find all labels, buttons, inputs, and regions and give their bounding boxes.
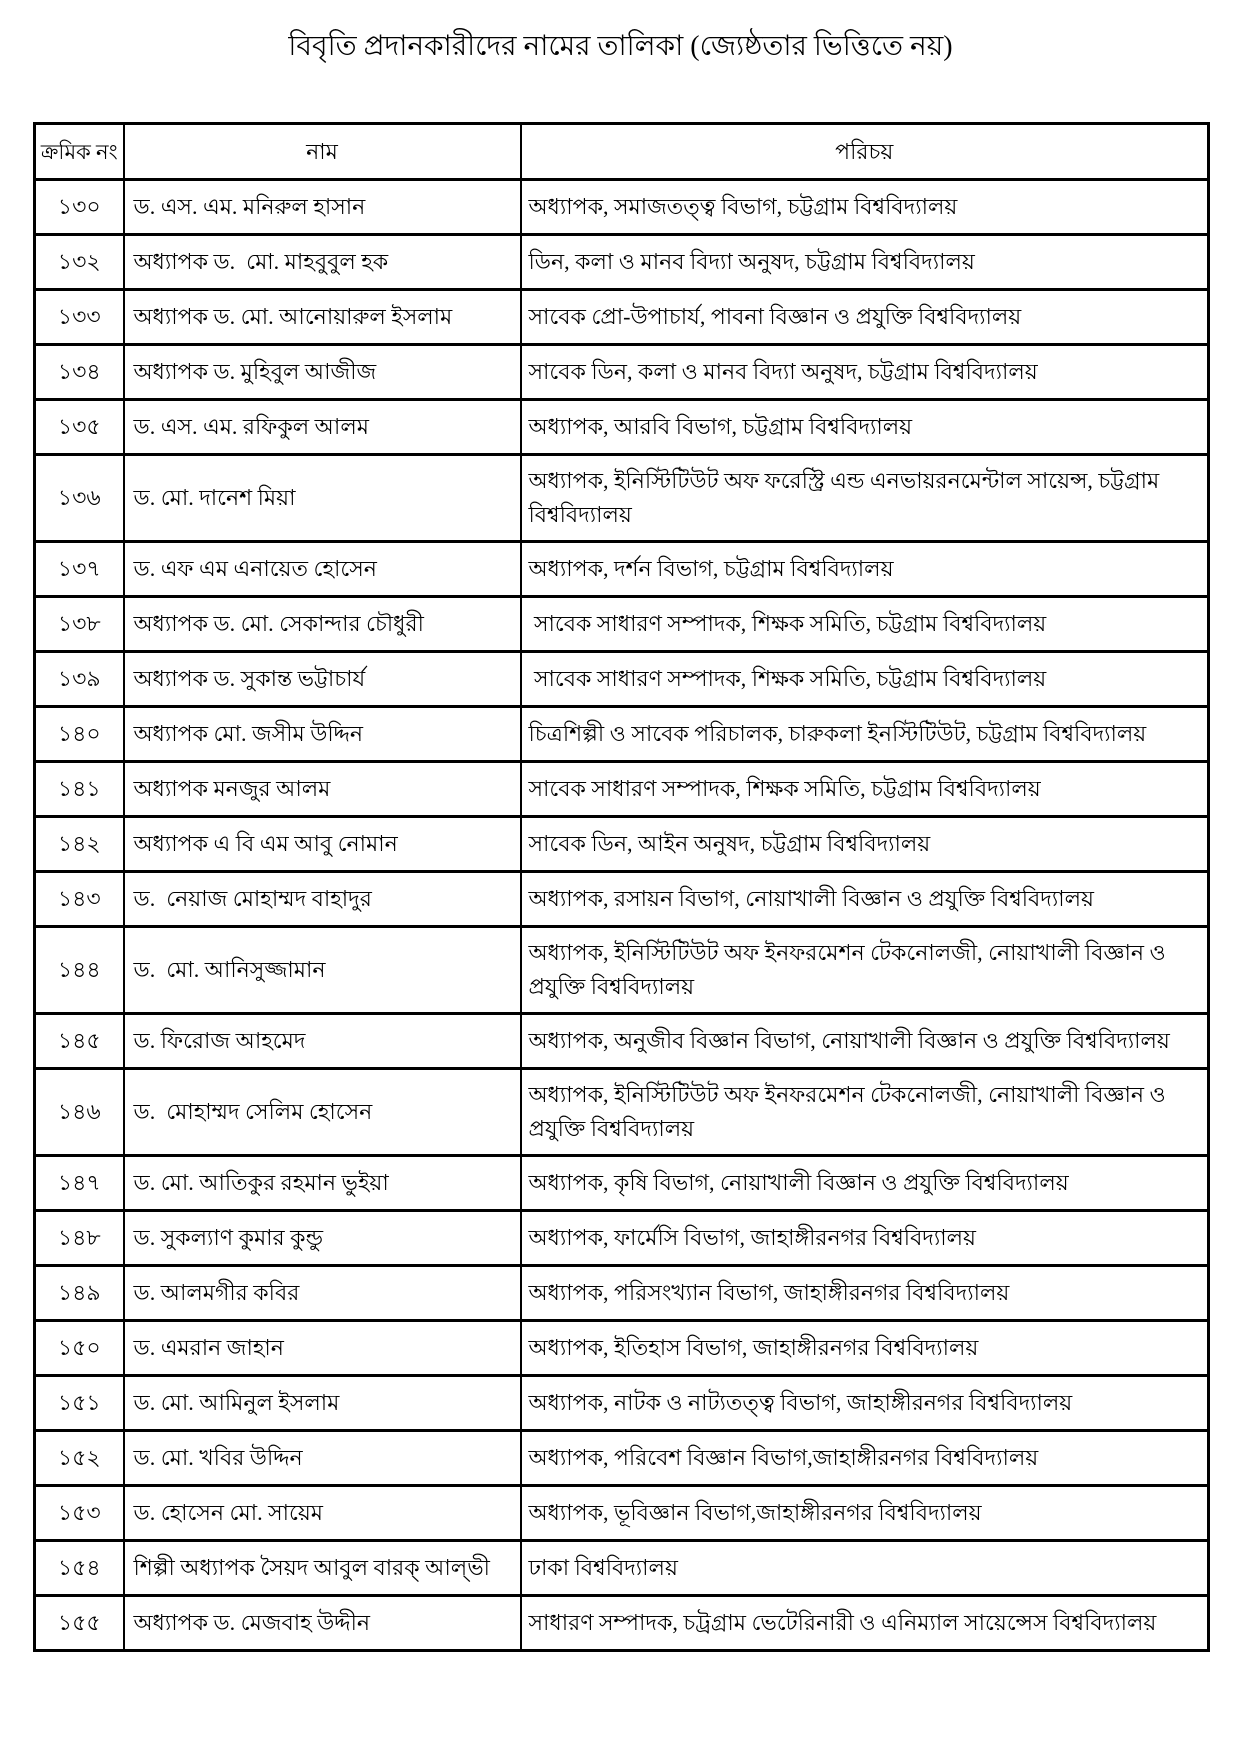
identity-cell: ঢাকা বিশ্ববিদ্যালয়	[521, 1541, 1209, 1596]
name-cell: অধ্যাপক ড. মুহিবুল আজীজ	[124, 345, 521, 400]
identity-cell: অধ্যাপক, ফার্মেসি বিভাগ, জাহাঙ্গীরনগর বিশ্ববিদ্যালয়	[521, 1211, 1209, 1266]
serial-cell: ১৪৫	[35, 1014, 124, 1069]
table-row	[35, 817, 1209, 872]
name-cell: ড. এফ এম এনায়েত হোসেন	[124, 542, 521, 597]
table-row	[35, 927, 1209, 1014]
table-row	[35, 1211, 1209, 1266]
table-row	[35, 597, 1209, 652]
name-cell: ড. এস. এম. মনিরুল হাসান	[124, 180, 521, 235]
table-row	[35, 235, 1209, 290]
table-body	[35, 180, 1209, 1651]
serial-cell: ১৪৯	[35, 1266, 124, 1321]
table-row	[35, 872, 1209, 927]
serial-cell: ১৪২	[35, 817, 124, 872]
identity-cell: সাবেক সাধারণ সম্পাদক, শিক্ষক সমিতি, চট্টগ্রাম বিশ্ববিদ্যালয়	[521, 762, 1209, 817]
serial-cell: ১৩৭	[35, 542, 124, 597]
table-row	[35, 542, 1209, 597]
identity-cell: সাধারণ সম্পাদক, চট্রগ্রাম ভেটেরিনারী ও এনিম্যাল সায়েন্সেস বিশ্ববিদ্যালয়	[521, 1596, 1209, 1651]
page-title: বিবৃতি প্রদানকারীদের নামের তালিকা (জ্যেষ্ঠতার ভিত্তিতে নয়)	[288, 31, 953, 62]
name-cell: ড. মোহাম্মদ সেলিম হোসেন	[124, 1069, 521, 1156]
table-row	[35, 652, 1209, 707]
table-row	[35, 1014, 1209, 1069]
column-header-identity: পরিচয়	[521, 124, 1209, 180]
name-cell: ড. মো. আনিসুজ্জামান	[124, 927, 521, 1014]
name-cell: শিল্পী অধ্যাপক সৈয়দ আবুল বারক্ আল্‌ভী	[124, 1541, 521, 1596]
identity-cell: অধ্যাপক, পরিবেশ বিজ্ঞান বিভাগ,জাহাঙ্গীরনগর বিশ্ববিদ্যালয়	[521, 1431, 1209, 1486]
serial-cell: ১৩২	[35, 235, 124, 290]
identity-cell: সাবেক প্রো-উপাচার্য, পাবনা বিজ্ঞান ও প্রযুক্তি বিশ্ববিদ্যালয়	[521, 290, 1209, 345]
identity-cell: অধ্যাপক, কৃষি বিভাগ, নোয়াখালী বিজ্ঞান ও প্রযুক্তি বিশ্ববিদ্যালয়	[521, 1156, 1209, 1211]
serial-cell: ১৪৮	[35, 1211, 124, 1266]
name-cell: ড. ফিরোজ আহমেদ	[124, 1014, 521, 1069]
column-header-name: নাম	[124, 124, 521, 180]
identity-cell: সাবেক ডিন, আইন অনুষদ, চট্টগ্রাম বিশ্ববিদ্যালয়	[521, 817, 1209, 872]
table-row	[35, 400, 1209, 455]
table-row	[35, 1541, 1209, 1596]
table-row	[35, 1156, 1209, 1211]
name-cell: ড. এমরান জাহান	[124, 1321, 521, 1376]
table-row	[35, 290, 1209, 345]
table-row	[35, 1069, 1209, 1156]
serial-cell: ১৩৩	[35, 290, 124, 345]
name-cell: অধ্যাপক ড. মো. সেকান্দার চৌধুরী	[124, 597, 521, 652]
serial-cell: ১৩০	[35, 180, 124, 235]
identity-cell: ডিন, কলা ও মানব বিদ্যা অনুষদ, চট্টগ্রাম বিশ্ববিদ্যালয়	[521, 235, 1209, 290]
name-cell: অধ্যাপক ড. সুকান্ত ভট্টাচার্য	[124, 652, 521, 707]
table-row	[35, 345, 1209, 400]
identity-cell: অধ্যাপক, ইনিস্টিটিউট অফ ফরেস্ট্রি এন্ড এনভায়রনমেন্টাল সায়েন্স, চট্টগ্রাম বিশ্ববিদ্যালয়	[521, 455, 1209, 542]
serial-cell: ১৪৪	[35, 927, 124, 1014]
table-row	[35, 1486, 1209, 1541]
name-cell: ড. সুকল্যাণ কুমার কুন্ডু	[124, 1211, 521, 1266]
serial-cell: ১৫৩	[35, 1486, 124, 1541]
name-cell: অধ্যাপক ড. মো. মাহবুবুল হক	[124, 235, 521, 290]
name-cell: ড. হোসেন মো. সায়েম	[124, 1486, 521, 1541]
name-cell: অধ্যাপক ড. মো. আনোয়ারুল ইসলাম	[124, 290, 521, 345]
name-cell: ড. এস. এম. রফিকুল আলম	[124, 400, 521, 455]
name-cell: অধ্যাপক মনজুর আলম	[124, 762, 521, 817]
table-row	[35, 455, 1209, 542]
identity-cell: অধ্যাপক, রসায়ন বিভাগ, নোয়াখালী বিজ্ঞান ও প্রযুক্তি বিশ্ববিদ্যালয়	[521, 872, 1209, 927]
identity-cell: সাবেক সাধারণ সম্পাদক, শিক্ষক সমিতি, চট্টগ্রাম বিশ্ববিদ্যালয়	[521, 597, 1209, 652]
table-row	[35, 707, 1209, 762]
identity-cell: অধ্যাপক, সমাজতত্ত্ব বিভাগ, চট্টগ্রাম বিশ্ববিদ্যালয়	[521, 180, 1209, 235]
table-row	[35, 762, 1209, 817]
table-row	[35, 1321, 1209, 1376]
serial-cell: ১৫৪	[35, 1541, 124, 1596]
identity-cell: অধ্যাপক, অনুজীব বিজ্ঞান বিভাগ, নোয়াখালী বিজ্ঞান ও প্রযুক্তি বিশ্ববিদ্যালয়	[521, 1014, 1209, 1069]
name-cell: ড. আলমগীর কবির	[124, 1266, 521, 1321]
serial-cell: ১৫২	[35, 1431, 124, 1486]
name-cell: অধ্যাপক মো. জসীম উদ্দিন	[124, 707, 521, 762]
name-cell: ড. মো. আতিকুর রহমান ভুইয়া	[124, 1156, 521, 1211]
serial-cell: ১৪৭	[35, 1156, 124, 1211]
serial-cell: ১৫৫	[35, 1596, 124, 1651]
name-cell: অধ্যাপক ড. মেজবাহ উদ্দীন	[124, 1596, 521, 1651]
serial-cell: ১৩৯	[35, 652, 124, 707]
identity-cell: অধ্যাপক, ভূবিজ্ঞান বিভাগ,জাহাঙ্গীরনগর বিশ্ববিদ্যালয়	[521, 1486, 1209, 1541]
serial-cell: ১৩৮	[35, 597, 124, 652]
table-row	[35, 1431, 1209, 1486]
table-header-row	[35, 124, 1209, 180]
serial-cell: ১৪০	[35, 707, 124, 762]
name-cell: ড. মো. খবির উদ্দিন	[124, 1431, 521, 1486]
name-cell: ড. নেয়াজ মোহাম্মদ বাহাদুর	[124, 872, 521, 927]
serial-cell: ১৪৩	[35, 872, 124, 927]
signatories-table	[33, 122, 1210, 1652]
table-row	[35, 1266, 1209, 1321]
table-row	[35, 180, 1209, 235]
identity-cell: অধ্যাপক, নাটক ও নাট্যতত্ত্ব বিভাগ, জাহাঙ্গীরনগর বিশ্ববিদ্যালয়	[521, 1376, 1209, 1431]
serial-cell: ১৪১	[35, 762, 124, 817]
serial-cell: ১৫০	[35, 1321, 124, 1376]
name-cell: ড. মো. আমিনুল ইসলাম	[124, 1376, 521, 1431]
serial-cell: ১৩৪	[35, 345, 124, 400]
name-cell: ড. মো. দানেশ মিয়া	[124, 455, 521, 542]
table-row	[35, 1376, 1209, 1431]
serial-cell: ১৩৬	[35, 455, 124, 542]
name-cell: অধ্যাপক এ বি এম আবু নোমান	[124, 817, 521, 872]
serial-cell: ১৩৫	[35, 400, 124, 455]
identity-cell: সাবেক ডিন, কলা ও মানব বিদ্যা অনুষদ, চট্টগ্রাম বিশ্ববিদ্যালয়	[521, 345, 1209, 400]
identity-cell: অধ্যাপক, পরিসংখ্যান বিভাগ, জাহাঙ্গীরনগর বিশ্ববিদ্যালয়	[521, 1266, 1209, 1321]
table-row	[35, 1596, 1209, 1651]
serial-cell: ১৪৬	[35, 1069, 124, 1156]
identity-cell: অধ্যাপক, ইনিস্টিটিউট অফ ইনফরমেশন টেকনোলজী, নোয়াখালী বিজ্ঞান ও প্রযুক্তি বিশ্ববিদ্যালয়	[521, 927, 1209, 1014]
identity-cell: চিত্রশিল্পী ও সাবেক পরিচালক, চারুকলা ইনস্টিটিউট, চট্টগ্রাম বিশ্ববিদ্যালয়	[521, 707, 1209, 762]
identity-cell: অধ্যাপক, ইতিহাস বিভাগ, জাহাঙ্গীরনগর বিশ্ববিদ্যালয়	[521, 1321, 1209, 1376]
identity-cell: সাবেক সাধারণ সম্পাদক, শিক্ষক সমিতি, চট্টগ্রাম বিশ্ববিদ্যালয়	[521, 652, 1209, 707]
serial-cell: ১৫১	[35, 1376, 124, 1431]
identity-cell: অধ্যাপক, ইনিস্টিটিউট অফ ইনফরমেশন টেকনোলজী, নোয়াখালী বিজ্ঞান ও প্রযুক্তি বিশ্ববিদ্যালয়	[521, 1069, 1209, 1156]
identity-cell: অধ্যাপক, দর্শন বিভাগ, চট্টগ্রাম বিশ্ববিদ্যালয়	[521, 542, 1209, 597]
identity-cell: অধ্যাপক, আরবি বিভাগ, চট্টগ্রাম বিশ্ববিদ্যালয়	[521, 400, 1209, 455]
column-header-serial: ক্রমিক নং	[35, 124, 124, 180]
